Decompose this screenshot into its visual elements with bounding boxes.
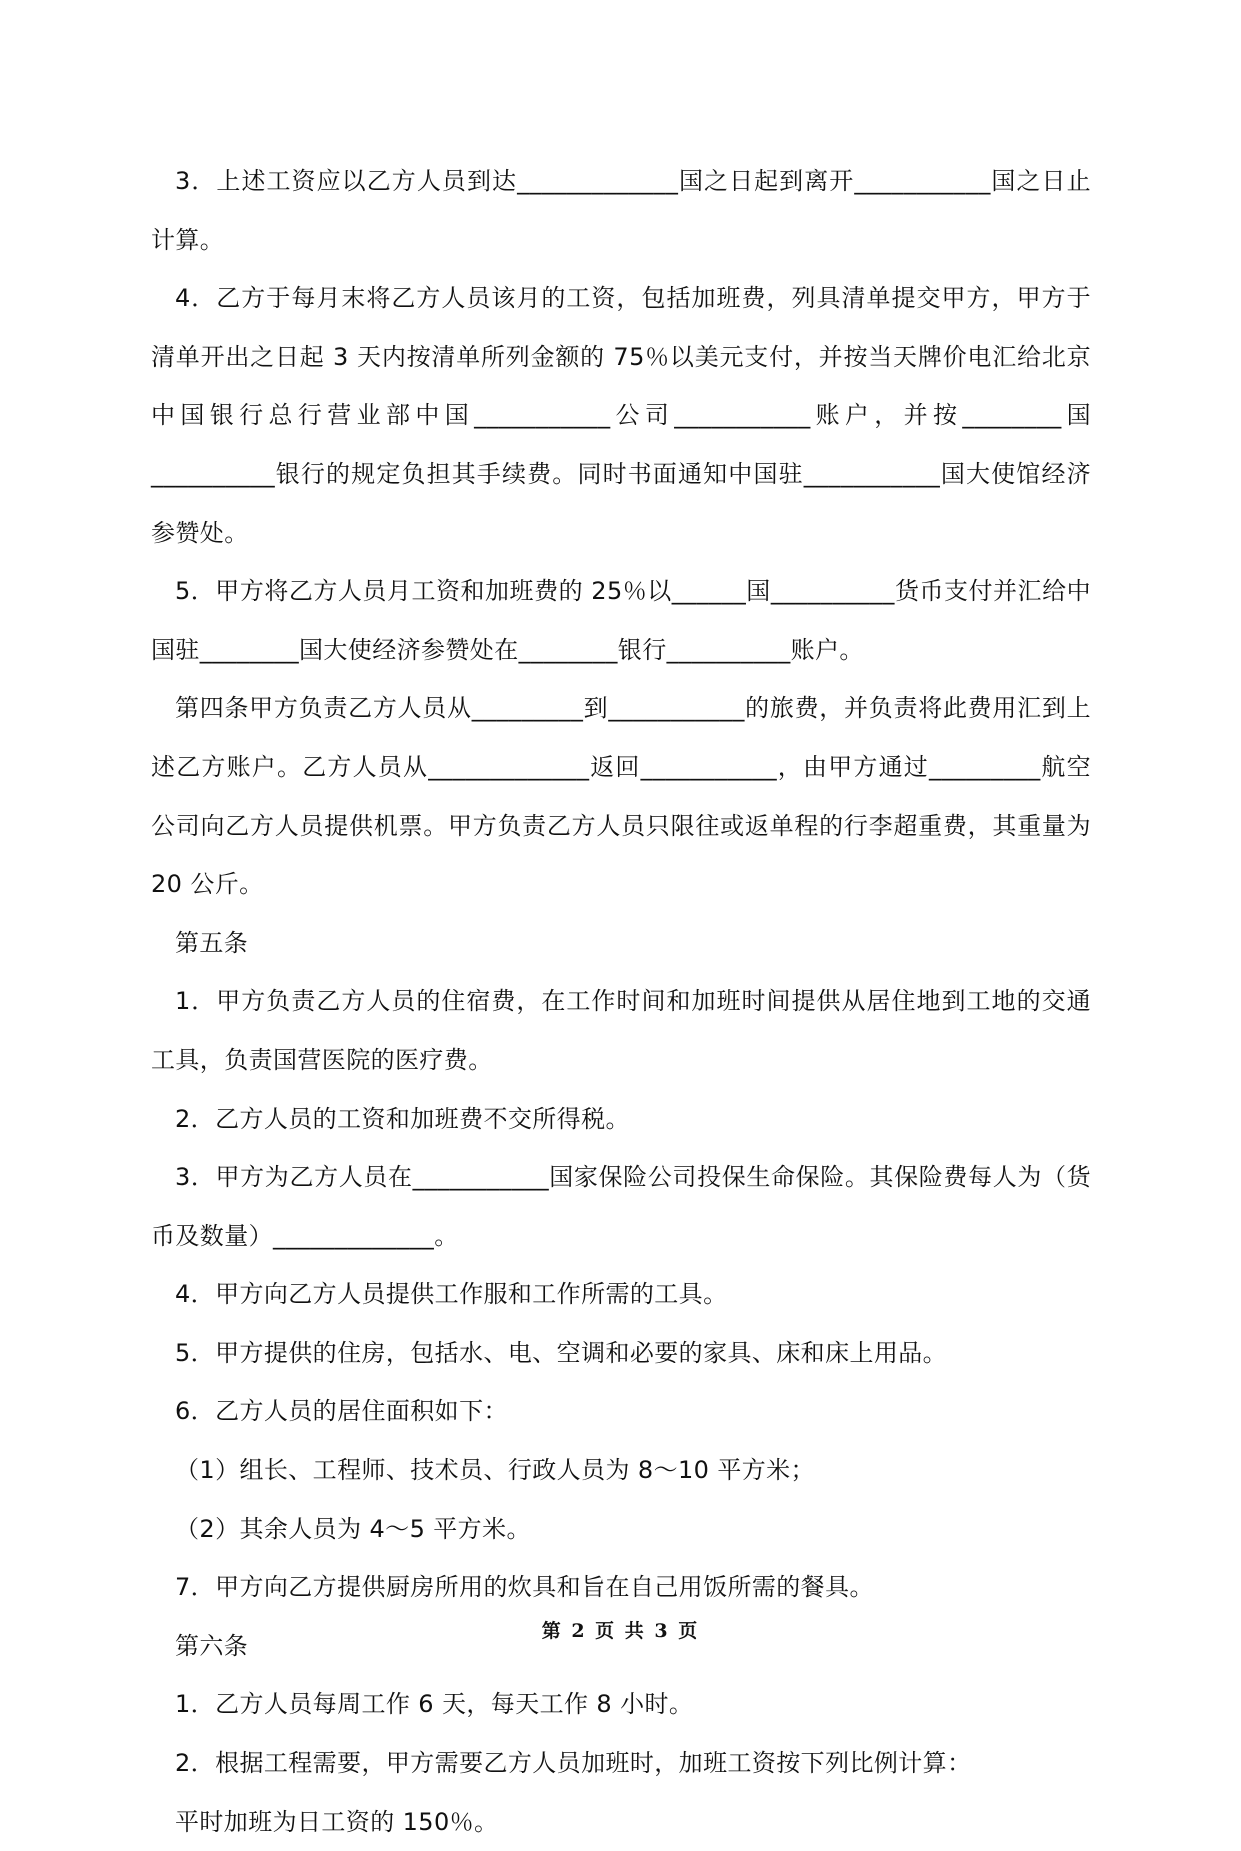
- paragraph-clause-3-3: 3．上述工资应以乙方人员到达_____________国之日起到离开___________国之日止计算。: [151, 167, 1091, 254]
- paragraph-clause-5-6-2: （2）其余人员为 4～5 平方米。: [175, 1514, 531, 1543]
- paragraph-clause-5-7: 7．甲方向乙方提供厨房所用的炊具和旨在自己用饭所需的餐具。: [175, 1573, 874, 1602]
- paragraph-clause-5-6: 6．乙方人员的居住面积如下：: [175, 1397, 508, 1426]
- document-body: [151, 152, 1100, 1851]
- paragraph-clause-3-5: 5．甲方将乙方人员月工资和加班费的 25％以______国__________货币支付并汇给中国驻________国大使经济参赞处在________银行__________账户。: [151, 577, 1091, 664]
- paragraph-clause-5-3: 3．甲方为乙方人员在___________国家保险公司投保生命保险。其保险费每人为（货币及数量）_____________。: [151, 1163, 1091, 1250]
- paragraph-clause-5-6-1: （1）组长、工程师、技术员、行政人员为 8～10 平方米；: [175, 1456, 815, 1485]
- paragraph-clause-6-2: 2．根据工程需要，甲方需要乙方人员加班时，加班工资按下列比例计算：: [175, 1749, 972, 1778]
- paragraph-clause-5-1: 1．甲方负责乙方人员的住宿费，在工作时间和加班时间提供从居住地到工地的交通工具，负责国营医院的医疗费。: [151, 987, 1091, 1074]
- paragraph-clause-5-4: 4．甲方向乙方人员提供工作服和工作所需的工具。: [175, 1280, 728, 1309]
- paragraph-article-4: 第四条甲方负责乙方人员从_________到___________的旅费，并负责将此费用汇到上述乙方账户。乙方人员从_____________返回___________，由甲方通过_________航空公司向乙方人员提供机票。甲方负责乙方人员只限往或返单程的行李超重费，其重量为 20 公斤。: [151, 694, 1100, 899]
- page-number-footer: 第 2 页 共 3 页: [541, 1620, 700, 1642]
- paragraph-clause-6-1: 1．乙方人员每周工作 6 天，每天工作 8 小时。: [175, 1690, 694, 1719]
- paragraph-clause-5-2: 2．乙方人员的工资和加班费不交所得税。: [175, 1104, 630, 1133]
- paragraph-clause-5-5: 5．甲方提供的住房，包括水、电、空调和必要的家具、床和床上用品。: [175, 1338, 948, 1367]
- heading-article-6: 第六条: [175, 1631, 249, 1660]
- heading-article-5: 第五条: [175, 928, 249, 957]
- paragraph-overtime-rate: 平时加班为日工资的 150％。: [175, 1807, 499, 1836]
- paragraph-clause-3-4: 4．乙方于每月末将乙方人员该月的工资，包括加班费，列具清单提交甲方，甲方于清单开出之日起 3 天内按清单所列金额的 75％以美元支付，并按当天牌价电汇给北京中国银行总行营业部中国___________公司___________账户，并按________国__________银行的规定负担其手续费。同时书面通知中国驻___________国大使馆经济参赞处。: [151, 284, 1091, 547]
